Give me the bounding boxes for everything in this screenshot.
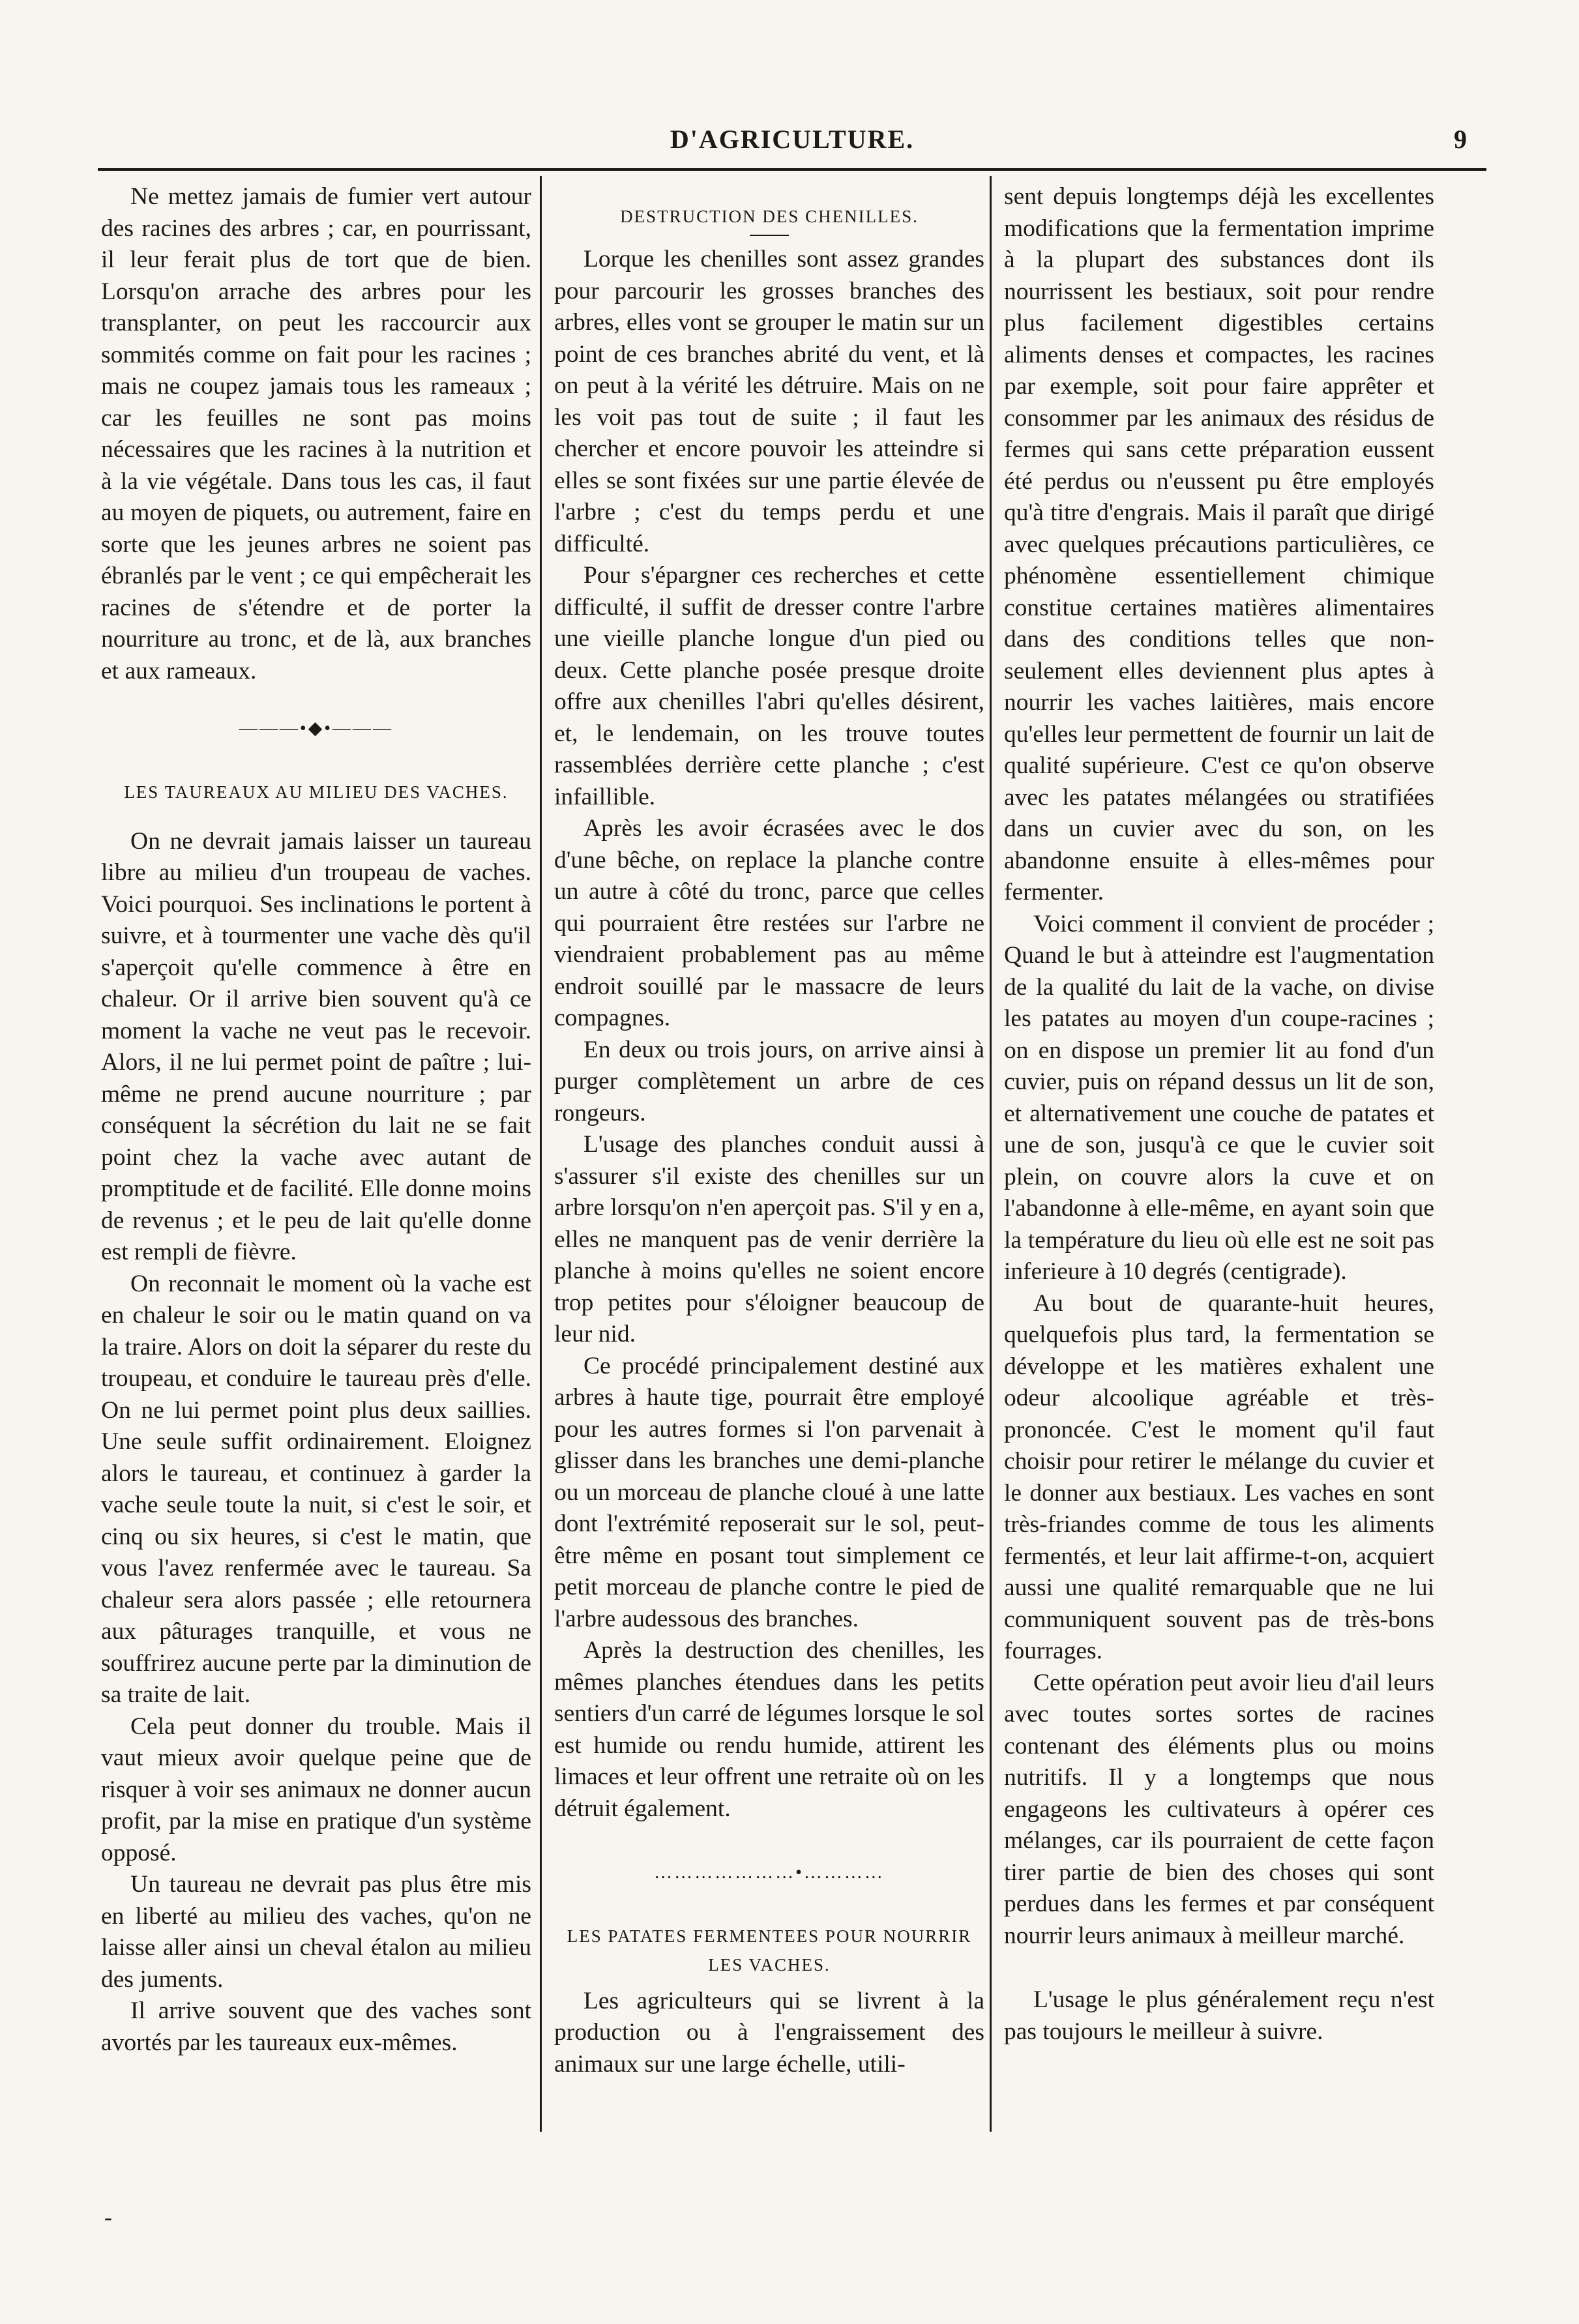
article-paragraph: Les agriculteurs qui se livrent à la production ou à l'engraissement des animaux sur une large échelle, utili- xyxy=(554,1987,984,2078)
article-paragraph: Après les avoir écrasées avec le dos d'une bêche, on replace la planche contre un autre à côté du tronc, parce que celles qui pourraient être restées sur l'arbre ne viendraient probablement pas au même endroit souillé par le massacre de leurs compagnes. xyxy=(554,815,984,1031)
running-title: D'AGRICULTURE. xyxy=(670,125,915,154)
section-ornament: …………………•………… xyxy=(654,1862,885,1883)
article-paragraph: Voici comment il convient de procéder ; Quand le but à atteindre est l'augmentation de la qualité du lait de la vache, on divise les patates au moyen d'un coupe-racines ; on en dispose un premier lit au fond d'un cuvier, puis on répand dessus un lit de son, et alternativement une couche de patates et une de son, jusqu'à ce que le cuvier soit plein, on couvre alors la cuve et on l'abandonne à elle-même, en ayant soin que la température du lieu où elle est ne soit pas inferieure à 10 degrés (centigrade). xyxy=(1004,910,1434,1285)
article-paragraph: L'usage des planches conduit aussi à s'assurer s'il existe des chenilles sur un arbre lorsqu'on n'en aperçoit pas. S'il y en a, elles ne manquent pas de venir derrière la planche à moins qu'elles ne soient encore trop petites pour s'éloigner beaucoup de leur nid. xyxy=(554,1131,984,1347)
article-paragraph: sent depuis longtemps déjà les excellentes modifications que la fermentation imprime à la plupart des substances dont ils nourrissent les bestiaux, soit pour rendre plus facilement digestibles certains aliments denses et compactes, les racines par exemple, soit pour faire apprêter et consommer par les animaux des résidus de fermes qui sans cette préparation eussent été perdus ou n'eussent pu être employés qu'à titre d'engrais. Mais il paraît que dirigé avec quelques précautions particulières, ce phénomène essentiellement chimique constitue certaines matières alimentaires dans des conditions telles que non-seulement elles deviennent plus aptes à nourrir les vaches laitières, mais encore qu'elles leur permettent de fournir un lait de qualité supérieure. C'est ce qu'on observe avec les patates mélangées ou stratifiées dans un cuvier avec du son, on les abandonne ensuite à elles-mêmes pour fermenter. xyxy=(1004,183,1434,905)
article-paragraph: Lorque les chenilles sont assez grandes pour parcourir les grosses branches des arbres, elles vont se grouper le matin sur un point de ces branches abrité du vent, et là on peut à la vérité les détruire. Mais on ne les voit pas tout de suite ; il faut les chercher et encore pouvoir les atteindre si elles se sont fixées sur une partie élevée de l'arbre ; c'est du temps perdu et une difficulté. xyxy=(554,246,984,557)
column-2 xyxy=(554,176,984,2158)
article-paragraph: On ne devrait jamais laisser un taureau libre au milieu d'un troupeau de vaches. Voici pourquoi. Ses inclinations le portent à suivre, et à tourmenter une vache dès qu'il s'aperçoit qu'elle commence à être en chaleur. Or il arrive bien souvent qu'à ce moment la vache ne veut pas le recevoir. Alors, il ne lui permet point de paître ; lui-même ne prend aucune nourriture ; par conséquent la sécrétion du lait ne se fait point chez la vache avec autant de promptitude et de facilité. Elle donne moins de revenus ; et le peu de lait qu'elle donne est rempli de fièvre. xyxy=(101,827,531,1265)
header-rule xyxy=(98,168,1486,171)
column-1 xyxy=(101,176,531,2158)
article-heading: LES PATATES FERMENTEES POUR NOURRIR LES VACHES. xyxy=(567,1926,972,1975)
stray-mark: - xyxy=(104,2204,112,2230)
section-ornament: ———•◆•——— xyxy=(239,718,394,739)
article-paragraph: Il arrive souvent que des vaches sont avortés par les taureaux eux-mêmes. xyxy=(101,1997,531,2056)
column-rule-right xyxy=(990,176,992,2132)
article-paragraph: Cette opération peut avoir lieu d'ail leurs avec toutes sortes sortes de racines contenant des éléments plus ou moins nutritifs. Il y a longtemps que nous engageons les cultivateurs à opérer ces mélanges, car ils pourraient de cette façon tirer partie de bien des choses qui sont perdues dans les fermes et par conséquent nourrir leurs animaux à meilleur marché. xyxy=(1004,1669,1434,1949)
article-paragraph: Pour s'épargner ces recherches et cette difficulté, il suffit de dresser contre l'arbre une vieille planche longue d'un pied ou deux. Cette planche posée presque droite offre aux chenilles l'abri qu'elles désirent, et, le lendemain, on les trouve toutes rassemblées derrière cette planche ; c'est infaillible. xyxy=(554,562,984,810)
article-paragraph: Ne mettez jamais de fumier vert autour des racines des arbres ; car, en pourrissant, il leur ferait plus de tort que de bien. Lorsqu'on arrache des arbres pour les transplanter, on peut les raccourcir aux sommités comme on fait pour les racines ; mais ne coupez jamais tous les rameaux ; car les feuilles ne sont pas moins nécessaires que les racines à la nutrition et à la vie végétale. Dans tous les cas, il faut au moyen de piquets, ou autrement, faire en sorte que les jeunes arbres ne soient pas ébranlés par le vent ; ce qui empêcherait les racines de s'étendre et de porter la nourriture au tronc, et de là, aux branches et aux rameaux. xyxy=(101,183,531,684)
page-header xyxy=(98,124,1486,163)
article-paragraph: Un taureau ne devrait pas plus être mis en liberté au milieu des vaches, qu'on ne laisse aller ainsi un cheval étalon au milieu des juments. xyxy=(101,1871,531,1993)
page-number: 9 xyxy=(1454,125,1467,154)
article-paragraph: En deux ou trois jours, on arrive ainsi à purger complètement un arbre de ces rongeurs. xyxy=(554,1036,984,1126)
column-rule-left xyxy=(540,176,542,2132)
article-paragraph: L'usage le plus généralement reçu n'est pas toujours le meilleur à suivre. xyxy=(1004,1986,1434,2045)
heading-dash xyxy=(750,235,789,236)
article-paragraph: Cela peut donner du trouble. Mais il vaut mieux avoir quelque peine que de risquer à voir ses animaux ne donner aucun profit, par la mise en pratique d'un système opposé. xyxy=(101,1713,531,1866)
article-heading: LES TAUREAUX AU MILIEU DES VACHES. xyxy=(124,782,509,802)
article-paragraph: Au bout de quarante-huit heures, quelquefois plus tard, la fermentation se développe et les matières exhalent une odeur alcoolique agréable et très-prononcée. C'est le moment qu'il faut choisir pour retirer le mélange du cuvier et le donner aux bestiaux. Les vaches en sont très-friandes comme de tous les aliments fermentés, et leur lait affirme-t-on, acquiert aussi une qualité remarquable que ne lui communiquent souvent pas de très-bons fourrages. xyxy=(1004,1289,1434,1664)
article-paragraph: Ce procédé principalement destiné aux arbres à haute tige, pourrait être employé pour les autres formes si l'on parvenait à glisser dans les branches une demi-planche ou un morceau de planche cloué à une latte dont l'extrémité reposerait sur le sol, peut-être même en posant tout simplement ce petit morceau de planche contre le pied de l'arbre audessous des branches. xyxy=(554,1352,984,1632)
article-heading: DESTRUCTION DES CHENILLES. xyxy=(620,207,919,226)
article-paragraph: Après la destruction des chenilles, les mêmes planches étendues dans les petits sentiers d'un carré de légumes lorsque le sol est humide ou rendu humide, attirent les limaces et leur offrent une retraite où on les détruit également. xyxy=(554,1637,984,1822)
column-3 xyxy=(1004,176,1434,2158)
article-paragraph: On reconnait le moment où la vache est en chaleur le soir ou le matin quand on va la traire. Alors on doit la séparer du reste du troupeau, et conduire le taureau près d'elle. On ne lui permet point plus deux saillies. Une seule suffit ordinairement. Eloignez alors le taureau, et continuez à garder la vache seule toute la nuit, si c'est le soir, et cinq ou six heures, si c'est le matin, que vous l'avez renfermée avec le taureau. Sa chaleur sera alors passée ; elle retournera aux pâturages tranquille, et vous ne souffrirez aucune perte par la diminution de sa traite de lait. xyxy=(101,1270,531,1708)
